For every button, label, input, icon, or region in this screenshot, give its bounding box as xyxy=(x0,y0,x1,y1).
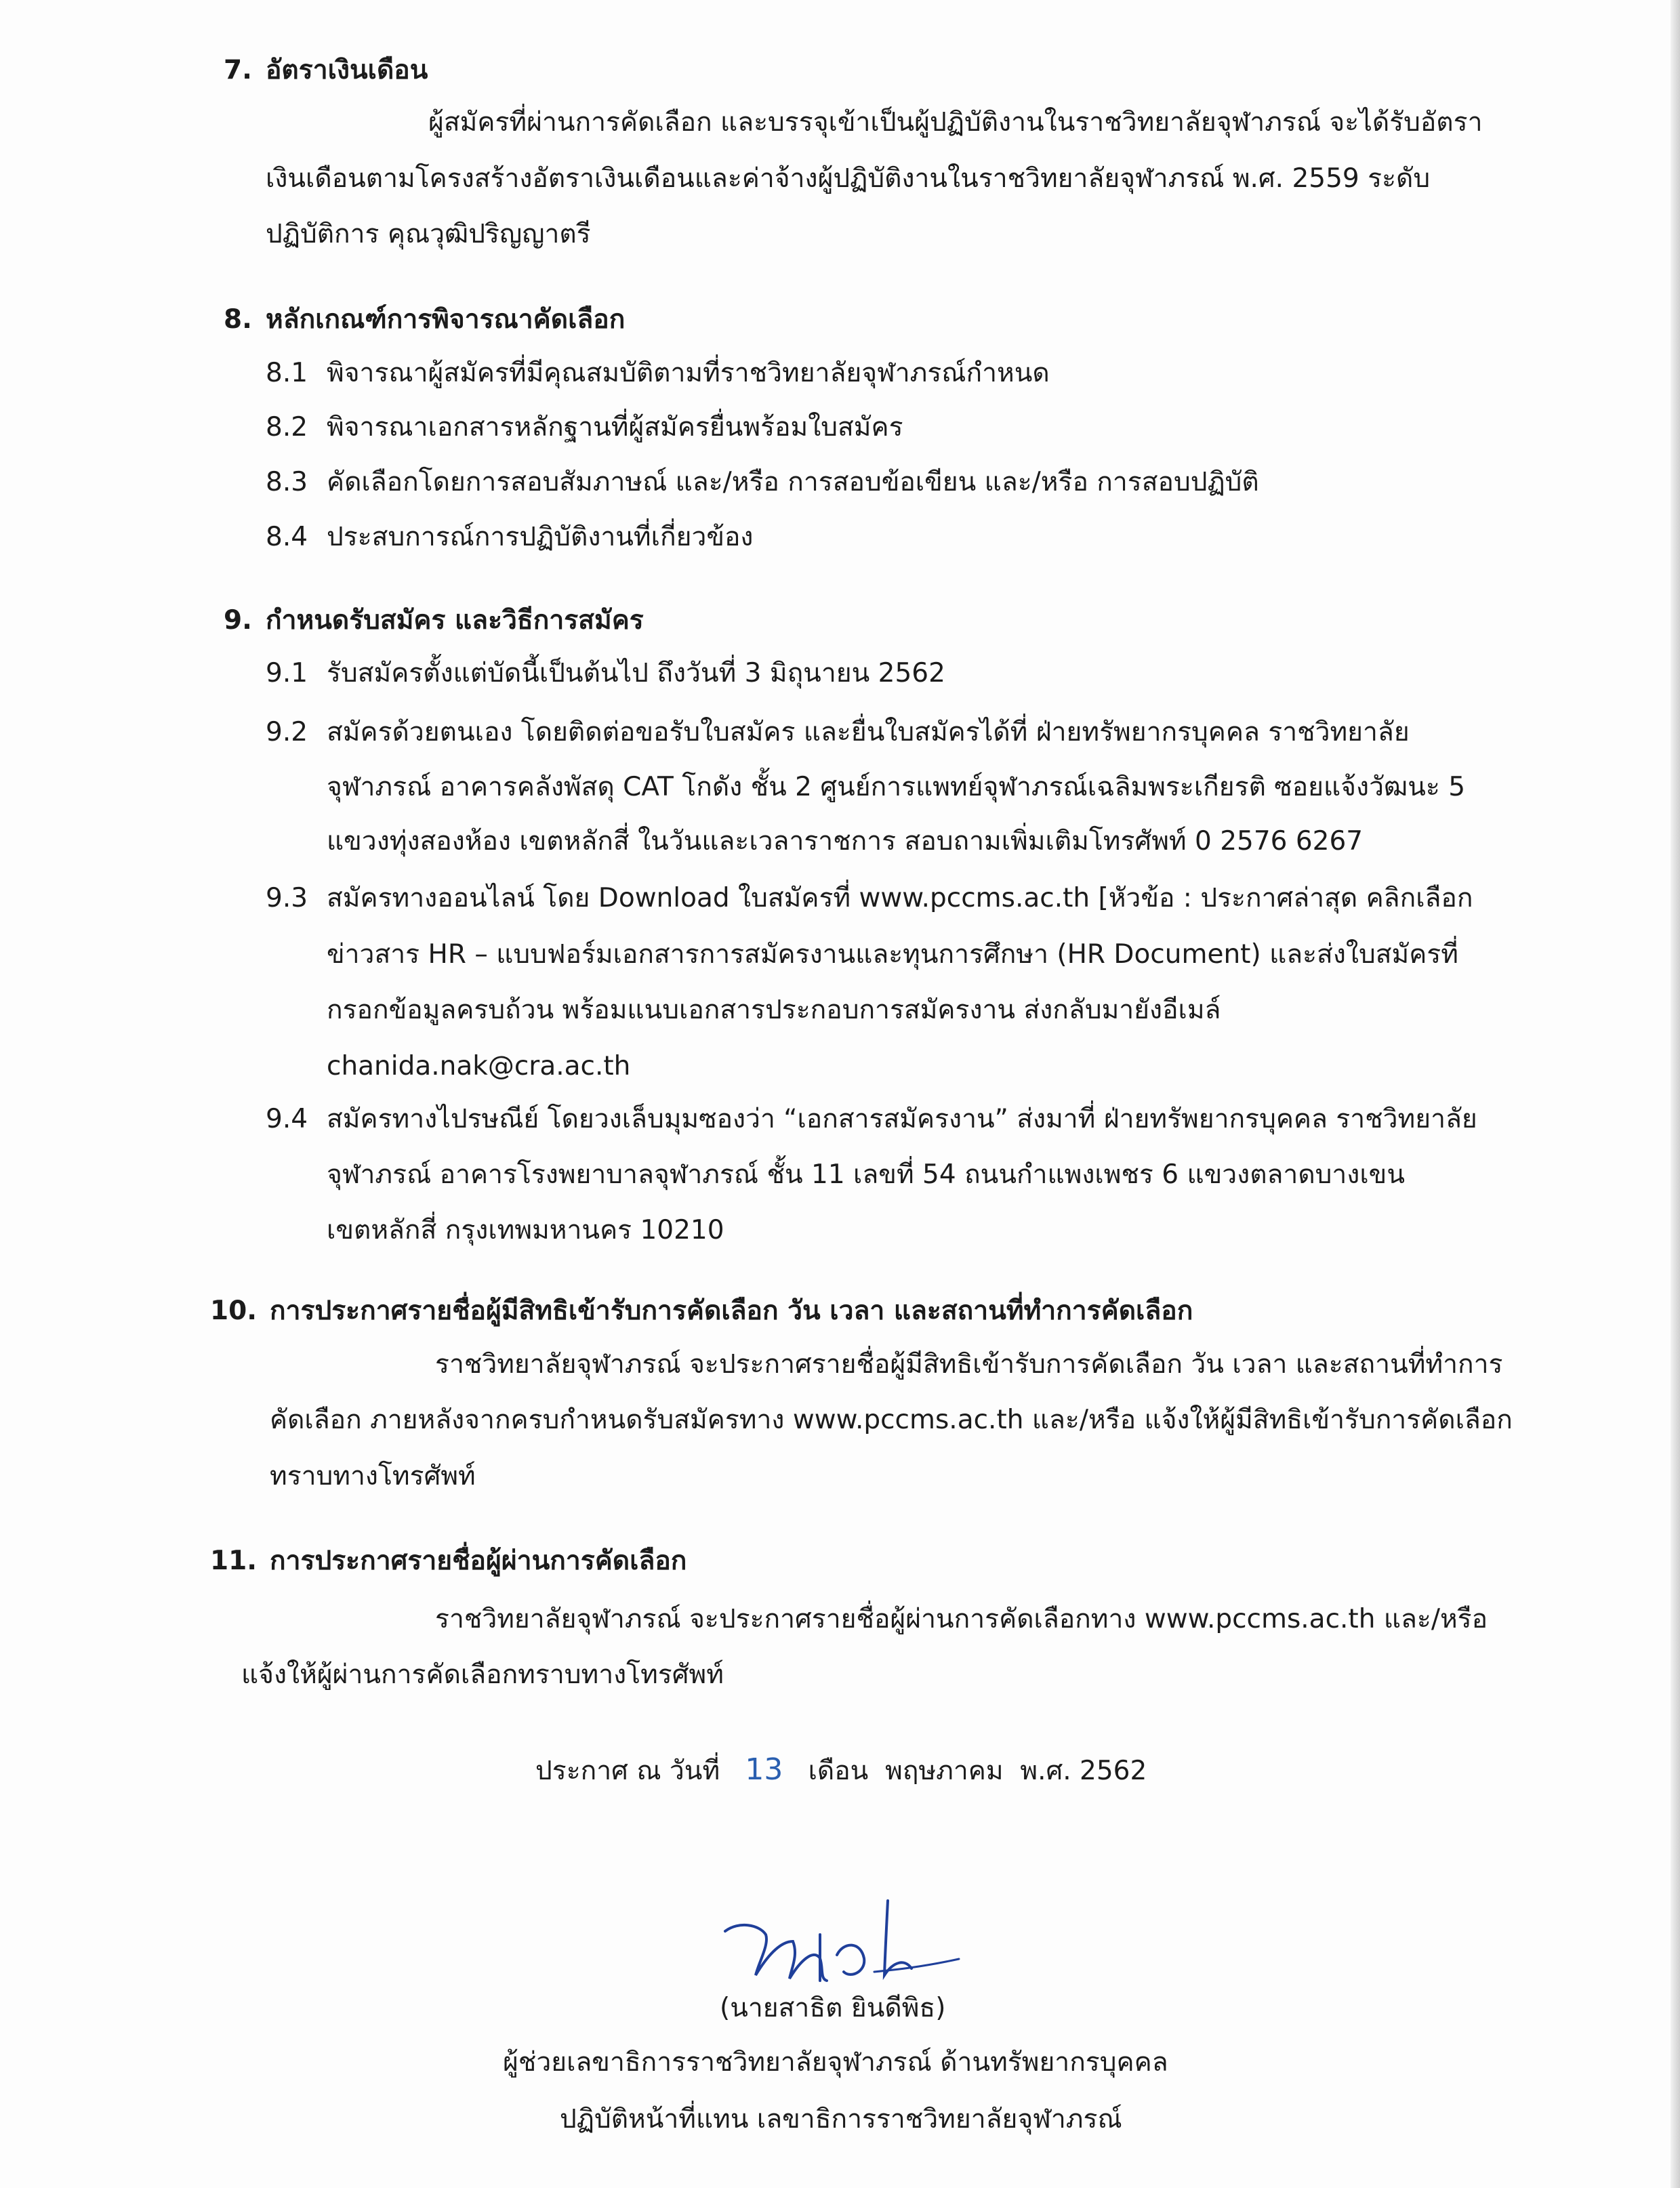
section-7-line-1: ผู้สมัครที่ผ่านการคัดเลือก และบรรจุเข้าเป็นผู้ปฏิบัติงานในราชวิทยาลัยจุฬาภรณ์ จะได้รับอัตรา xyxy=(428,107,1483,138)
section-11-line-1: ราชวิทยาลัยจุฬาภรณ์ จะประกาศรายชื่อผู้ผ่านการคัดเลือกทาง www.pccms.ac.th และ/หรือ xyxy=(435,1604,1488,1634)
item-8-2-text: พิจารณาเอกสารหลักฐานที่ผู้สมัครยื่นพร้อมใบสมัคร xyxy=(327,412,903,442)
section-7-number: 7. xyxy=(224,55,252,85)
section-8-title: หลักเกณฑ์การพิจารณาคัดเลือก xyxy=(266,304,626,335)
item-9-4-line-3: เขตหลักสี่ กรุงเทพมหานคร 10210 xyxy=(327,1215,724,1245)
item-8-4-number: 8.4 xyxy=(266,522,308,552)
item-9-4-line-2: จุฬาภรณ์ อาคารโรงพยาบาลจุฬาภรณ์ ชั้น 11 เลขที่ 54 ถนนกำแพงเพชร 6 แขวงตลาดบางเขน xyxy=(327,1159,1406,1190)
item-8-3-number: 8.3 xyxy=(266,467,308,497)
section-7-title: อัตราเงินเดือน xyxy=(266,55,428,85)
announcement-day: 13 xyxy=(745,1752,783,1787)
section-9-title: กำหนดรับสมัคร และวิธีการสมัคร xyxy=(266,605,644,636)
section-10-number: 10. xyxy=(210,1296,258,1326)
item-9-2-line-1: สมัครด้วยตนเอง โดยติดต่อขอรับใบสมัคร และยื่นใบสมัครได้ที่ ฝ่ายทรัพยากรบุคคล ราชวิทยาลัย xyxy=(327,717,1410,747)
item-9-1-line-1: รับสมัครตั้งแต่บัดนี้เป็นต้นไป ถึงวันที่ 3 มิถุนายน 2562 xyxy=(327,658,945,688)
item-9-3-email: chanida.nak@cra.ac.th xyxy=(327,1051,631,1081)
announcement-date xyxy=(535,1752,1147,1788)
section-7-line-3: ปฏิบัติการ คุณวุฒิปริญญาตรี xyxy=(266,219,591,249)
section-11-line-2: แจ้งให้ผู้ผ่านการคัดเลือกทราบทางโทรศัพท์ xyxy=(241,1659,724,1690)
section-11-title: การประกาศรายชื่อผู้ผ่านการคัดเลือก xyxy=(270,1546,687,1576)
signatory-position-2: ปฏิบัติหน้าที่แทน เลขาธิการราชวิทยาลัยจุฬาภรณ์ xyxy=(560,2104,1122,2134)
signatory-name: (นายสาธิต ยินดีพิธ) xyxy=(720,1993,946,2023)
item-8-4-text: ประสบการณ์การปฏิบัติงานที่เกี่ยวข้อง xyxy=(327,522,754,552)
handwritten-signature xyxy=(718,1894,962,1996)
item-9-4-line-1: สมัครทางไปรษณีย์ โดยวงเล็บมุมซองว่า “เอกสารสมัครงาน” ส่งมาที่ ฝ่ายทรัพยากรบุคคล ราชวิทยาลัย xyxy=(327,1104,1477,1134)
section-9-number: 9. xyxy=(224,605,252,636)
item-9-3-number: 9.3 xyxy=(266,883,308,913)
signatory-position-1: ผู้ช่วยเลขาธิการราชวิทยาลัยจุฬาภรณ์ ด้านทรัพยากรบุคคล xyxy=(503,2047,1168,2078)
item-9-3-line-3: กรอกข้อมูลครบถ้วน พร้อมแนบเอกสารประกอบการสมัครงาน ส่งกลับมายังอีเมล์ xyxy=(327,995,1221,1025)
item-9-1-number: 9.1 xyxy=(266,658,308,688)
item-8-1-number: 8.1 xyxy=(266,358,308,388)
section-10-title: การประกาศรายชื่อผู้มีสิทธิเข้ารับการคัดเลือก วัน เวลา และสถานที่ทำการคัดเลือก xyxy=(270,1296,1193,1326)
section-10-line-3: ทราบทางโทรศัพท์ xyxy=(270,1461,476,1491)
item-9-4-number: 9.4 xyxy=(266,1104,308,1134)
item-9-2-number: 9.2 xyxy=(266,717,308,747)
item-8-3-text: คัดเลือกโดยการสอบสัมภาษณ์ และ/หรือ การสอบข้อเขียน และ/หรือ การสอบปฏิบัติ xyxy=(327,467,1259,497)
section-10-line-2: คัดเลือก ภายหลังจากครบกำหนดรับสมัครทาง www.pccms.ac.th และ/หรือ แจ้งให้ผู้มีสิทธิเข้ารับการคัดเลือก xyxy=(270,1405,1513,1435)
announcement-month-label: เดือน xyxy=(808,1756,869,1786)
announcement-year: พ.ศ. 2562 xyxy=(1020,1756,1147,1786)
announcement-prefix: ประกาศ ณ วันที่ xyxy=(535,1756,720,1786)
item-8-1-text: พิจารณาผู้สมัครที่มีคุณสมบัติตามที่ราชวิทยาลัยจุฬาภรณ์กำหนด xyxy=(327,358,1050,388)
section-7-line-2: เงินเดือนตามโครงสร้างอัตราเงินเดือนและค่าจ้างผู้ปฏิบัติงานในราชวิทยาลัยจุฬาภรณ์ พ.ศ. 2559 ระดับ xyxy=(266,163,1431,194)
scan-page-edge xyxy=(1671,0,1680,2188)
item-9-3-line-2: ข่าวสาร HR – แบบฟอร์มเอกสารการสมัครงานและทุนการศึกษา (HR Document) และส่งใบสมัครที่ xyxy=(327,939,1458,970)
section-10-line-1: ราชวิทยาลัยจุฬาภรณ์ จะประกาศรายชื่อผู้มีสิทธิเข้ารับการคัดเลือก วัน เวลา และสถานที่ทำการ xyxy=(435,1349,1503,1380)
item-9-3-line-1: สมัครทางออนไลน์ โดย Download ใบสมัครที่ www.pccms.ac.th [หัวข้อ : ประกาศล่าสุด คลิกเลือก xyxy=(327,883,1473,913)
section-11-number: 11. xyxy=(210,1546,258,1576)
item-9-2-line-2: จุฬาภรณ์ อาคารคลังพัสดุ CAT โกดัง ชั้น 2 ศูนย์การแพทย์จุฬาภรณ์เฉลิมพระเกียรติ ซอยแจ้งวัฒนะ 5 xyxy=(327,772,1466,802)
item-8-2-number: 8.2 xyxy=(266,412,308,442)
announcement-month: พฤษภาคม xyxy=(885,1756,1004,1786)
item-9-2-line-3: แขวงทุ่งสองห้อง เขตหลักสี่ ในวันและเวลาราชการ สอบถามเพิ่มเติมโทรศัพท์ 0 2576 6267 xyxy=(327,826,1364,856)
section-8-number: 8. xyxy=(224,304,252,335)
